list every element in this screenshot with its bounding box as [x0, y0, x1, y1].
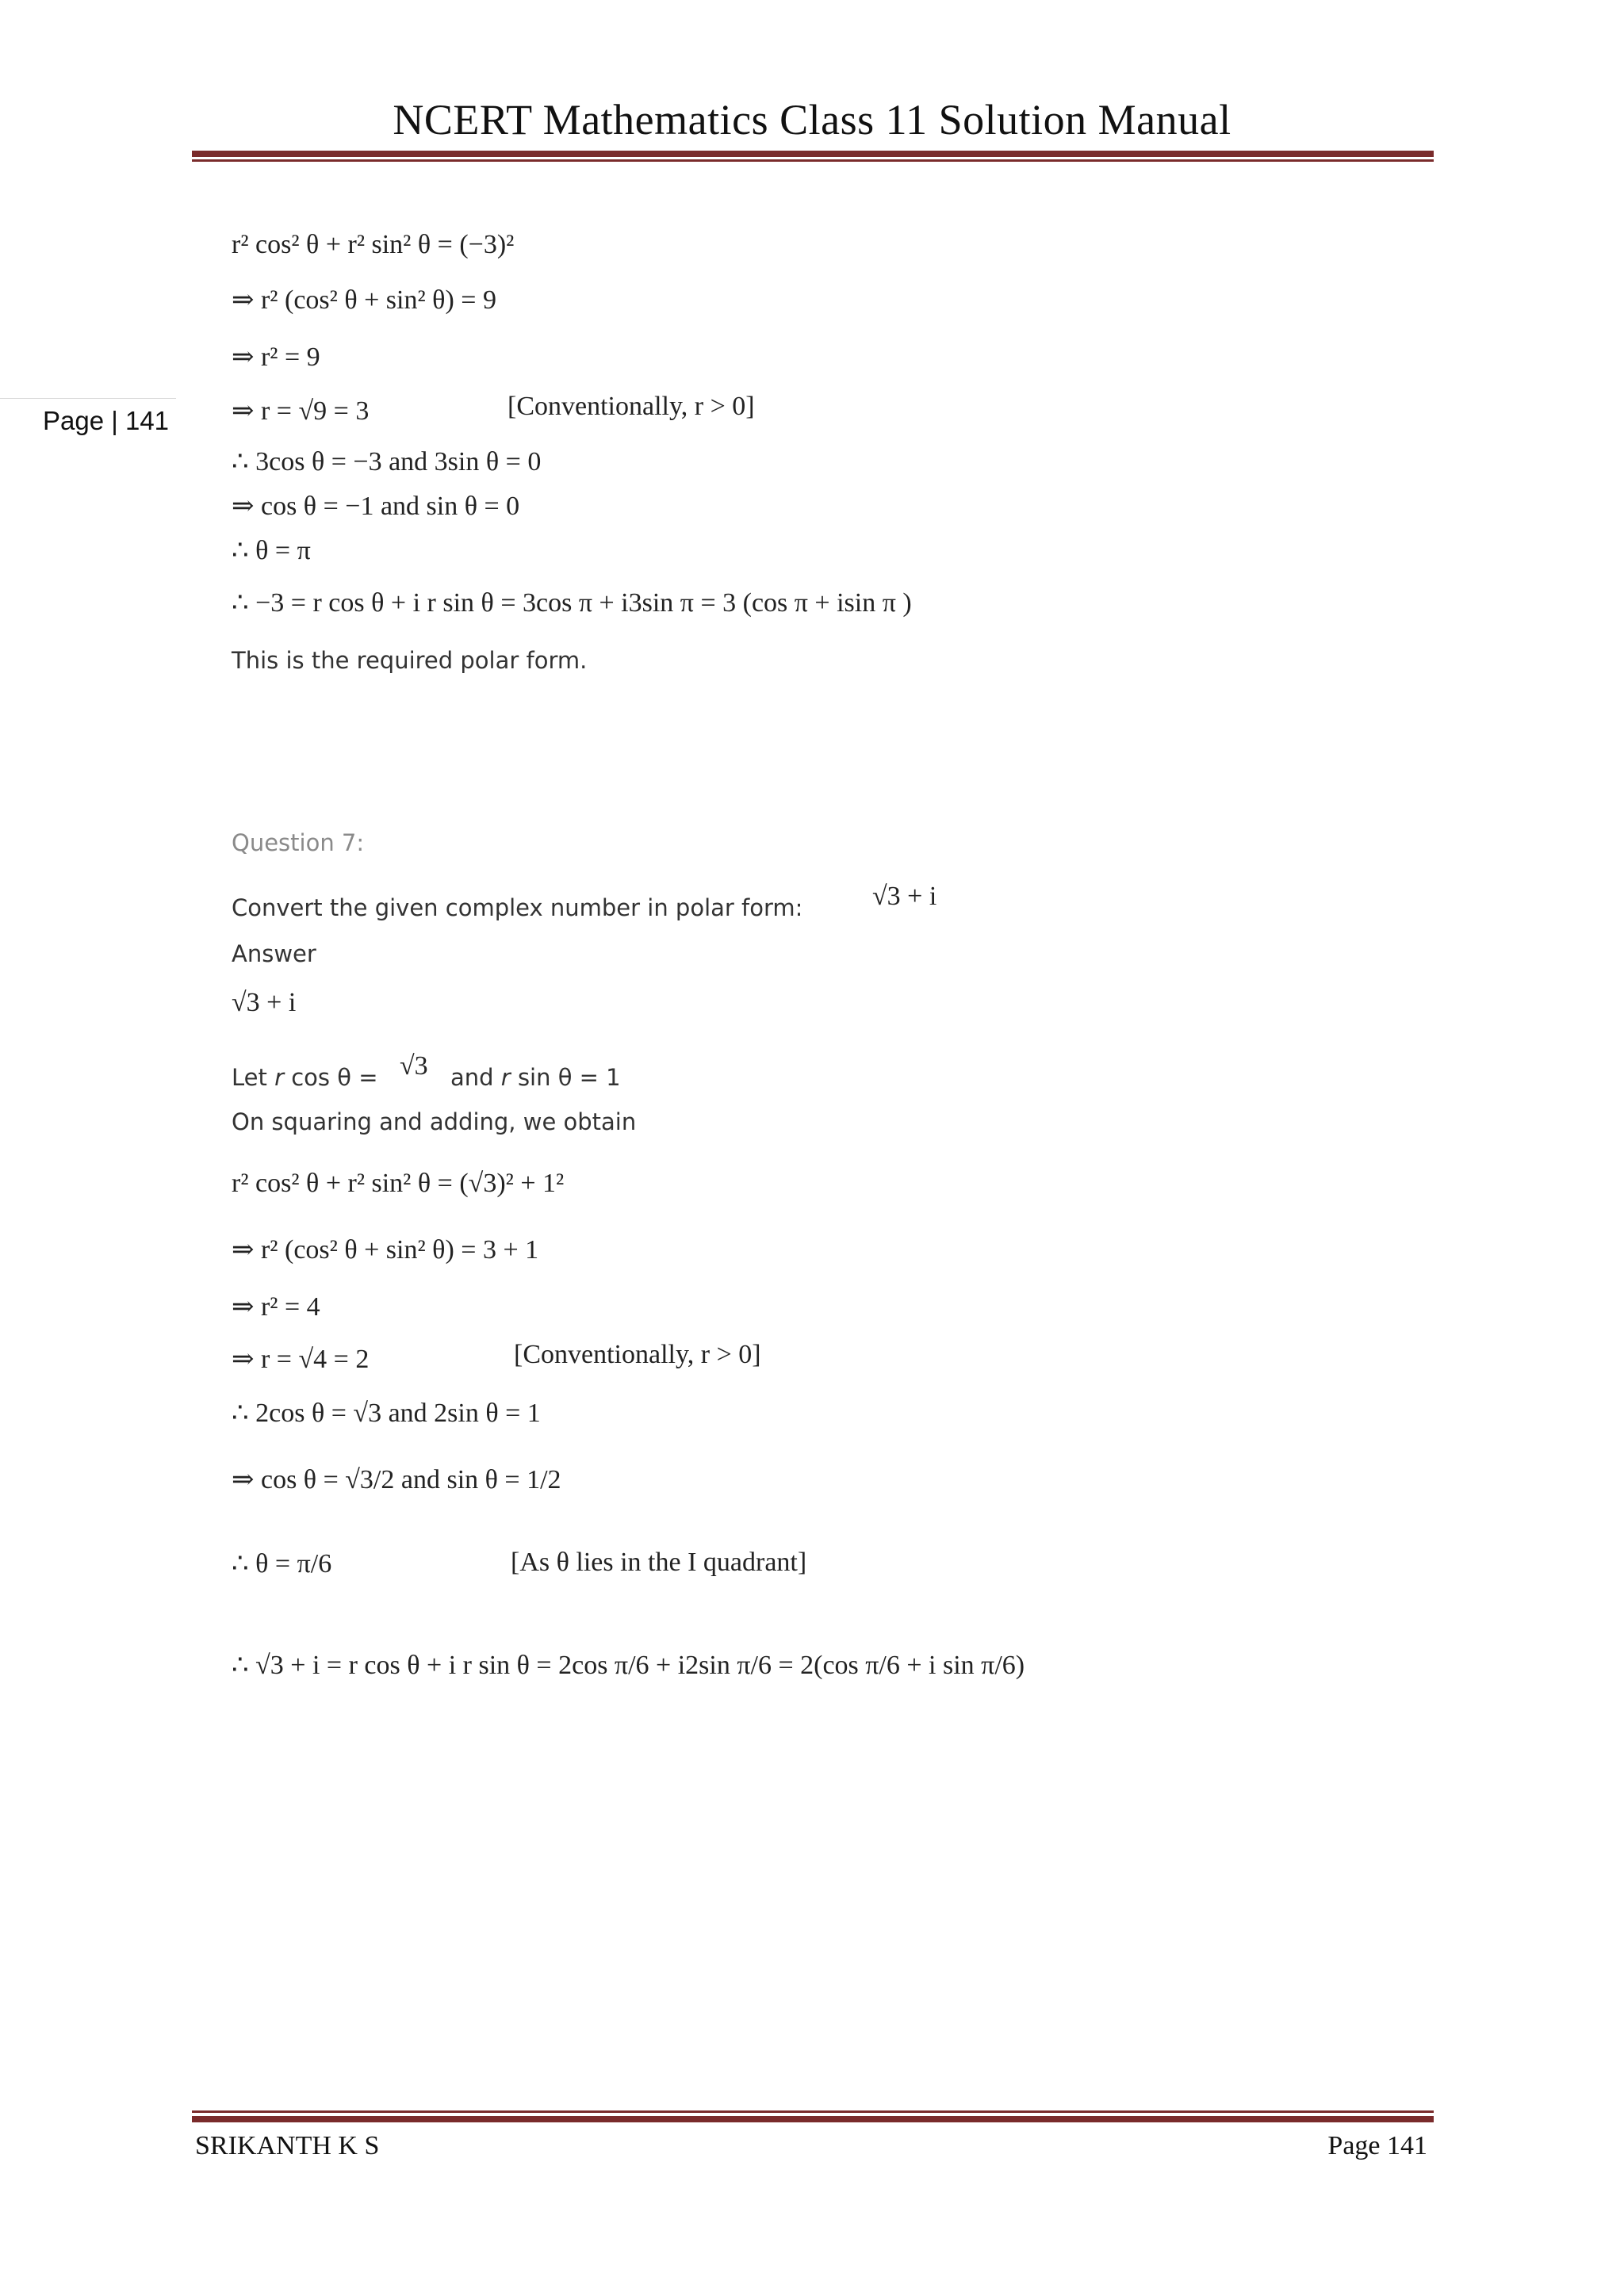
text-line: This is the required polar form. [232, 647, 588, 674]
math-line: r² cos² θ + r² sin² θ = (−3)² [232, 230, 515, 259]
math-line: ⇒ r² = 9 [232, 342, 320, 372]
text-line: On squaring and adding, we obtain [232, 1108, 637, 1135]
let-line-value: √3 [400, 1051, 428, 1081]
math-line: ∴ θ = π [232, 536, 311, 565]
math-line: ∴ −3 = r cos θ + i r sin θ = 3cos π + i3sin π = 3 (cos π + isin π ) [232, 588, 912, 618]
math-line: ∴ 2cos θ = √3 and 2sin θ = 1 [232, 1399, 541, 1428]
page-header-title: NCERT Mathematics Class 11 Solution Manual [393, 96, 1231, 144]
math-line: r² cos² θ + r² sin² θ = (√3)² + 1² [232, 1169, 565, 1198]
math-line: ⇒ r = √4 = 2 [232, 1345, 370, 1374]
side-divider [0, 398, 176, 399]
header-rule [192, 151, 1434, 157]
footer-page-number: Page 141 [1327, 2131, 1427, 2160]
math-note: [As θ lies in the I quadrant] [511, 1548, 807, 1577]
let-line: Let r cos θ = [232, 1064, 378, 1091]
math-line: ⇒ r² (cos² θ + sin² θ) = 9 [232, 285, 496, 315]
question-prompt: Convert the given complex number in polar form: [232, 894, 803, 921]
side-page-label: Page | 141 [43, 406, 170, 435]
math-line: ⇒ cos θ = √3/2 and sin θ = 1/2 [232, 1465, 561, 1494]
math-line: ∴ 3cos θ = −3 and 3sin θ = 0 [232, 447, 542, 476]
question-heading: Question 7: [232, 829, 365, 856]
math-line: ⇒ r² = 4 [232, 1292, 320, 1322]
math-line: ∴ θ = π/6 [232, 1549, 332, 1578]
math-line: ⇒ cos θ = −1 and sin θ = 0 [232, 492, 520, 521]
let-line-rest: and r sin θ = 1 [450, 1064, 621, 1091]
math-note: [Conventionally, r > 0] [514, 1340, 761, 1369]
header-rule-thin [192, 159, 1434, 162]
question-expression: √3 + i [872, 882, 937, 911]
math-line: ∴ √3 + i = r cos θ + i r sin θ = 2cos π/6 + i2sin π/6 = 2(cos π/6 + i sin π/6) [232, 1651, 1025, 1680]
answer-label: Answer [232, 940, 316, 967]
footer-rule-thin [192, 2110, 1434, 2113]
footer-rule [192, 2116, 1434, 2122]
math-line: ⇒ r = √9 = 3 [232, 396, 370, 426]
footer-author: SRIKANTH K S [195, 2131, 380, 2160]
math-line: √3 + i [232, 988, 297, 1017]
math-note: [Conventionally, r > 0] [508, 392, 755, 421]
math-line: ⇒ r² (cos² θ + sin² θ) = 3 + 1 [232, 1235, 539, 1265]
